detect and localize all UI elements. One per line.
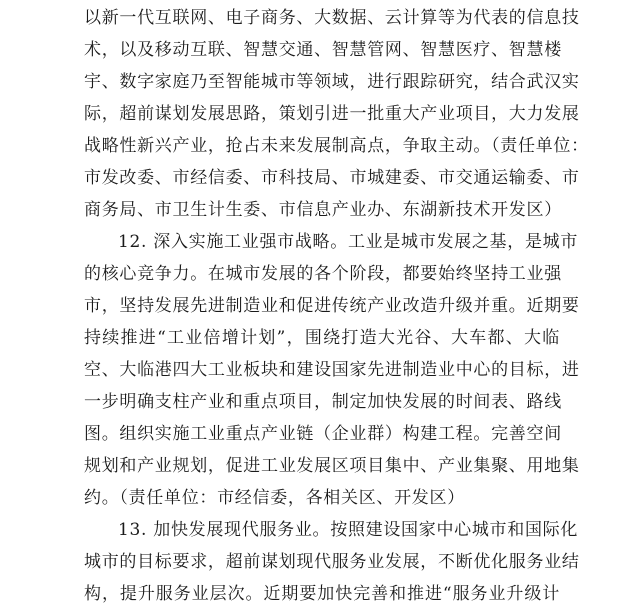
text-line: 市发改委、市经信委、市科技局、市城建委、市交通运输委、市 — [84, 168, 580, 188]
text-line: 构，提升服务业层次。近期要加快完善和推进“服务业升级计 — [84, 584, 560, 604]
paragraph-13-heading-line: 13. 加快发展现代服务业。按照建设国家中心城市和国际化 — [118, 520, 579, 540]
text-line: 以新一代互联网、电子商务、大数据、云计算等为代表的信息技 — [84, 8, 580, 28]
paragraph-12-heading-line: 12. 深入实施工业强市战略。工业是城市发展之基，是城市 — [118, 232, 579, 252]
text-line: 约。（责任单位：市经信委，各相关区、开发区） — [84, 488, 465, 508]
text-line: 际，超前谋划发展思路，策划引进一批重大产业项目，大力发展 — [84, 104, 580, 124]
text-line: 宇、数字家庭乃至智能城市等领域，进行跟踪研究，结合武汉实 — [84, 72, 580, 92]
text-line: 一步明确支柱产业和重点项目，制定加快发展的时间表、路线 — [84, 392, 562, 412]
text-line: 持续推进“工业倍增计划”，围绕打造大光谷、大车都、大临 — [84, 328, 560, 348]
text-line: 商务局、市卫生计生委、市信息产业办、东湖新技术开发区） — [84, 200, 562, 220]
text-line: 市，坚持发展先进制造业和促进传统产业改造升级并重。近期要 — [84, 296, 580, 316]
text-line: 图。组织实施工业重点产业链（企业群）构建工程。完善空间 — [84, 424, 562, 444]
text-line: 术，以及移动互联、智慧交通、智慧管网、智慧医疗、智慧楼 — [84, 40, 562, 60]
text-line: 城市的目标要求，超前谋划现代服务业发展，不断优化服务业结 — [84, 552, 580, 572]
text-line: 规划和产业规划，促进工业发展区项目集中、产业集聚、用地集 — [84, 456, 580, 476]
text-line: 空、大临港四大工业板块和建设国家先进制造业中心的目标，进 — [84, 360, 580, 380]
text-line: 战略性新兴产业，抢占未来发展制高点，争取主动。（责任单位： — [84, 136, 589, 156]
document-page — [84, 0, 589, 612]
text-line: 的核心竞争力。在城市发展的各个阶段，都要始终坚持工业强 — [84, 264, 562, 284]
